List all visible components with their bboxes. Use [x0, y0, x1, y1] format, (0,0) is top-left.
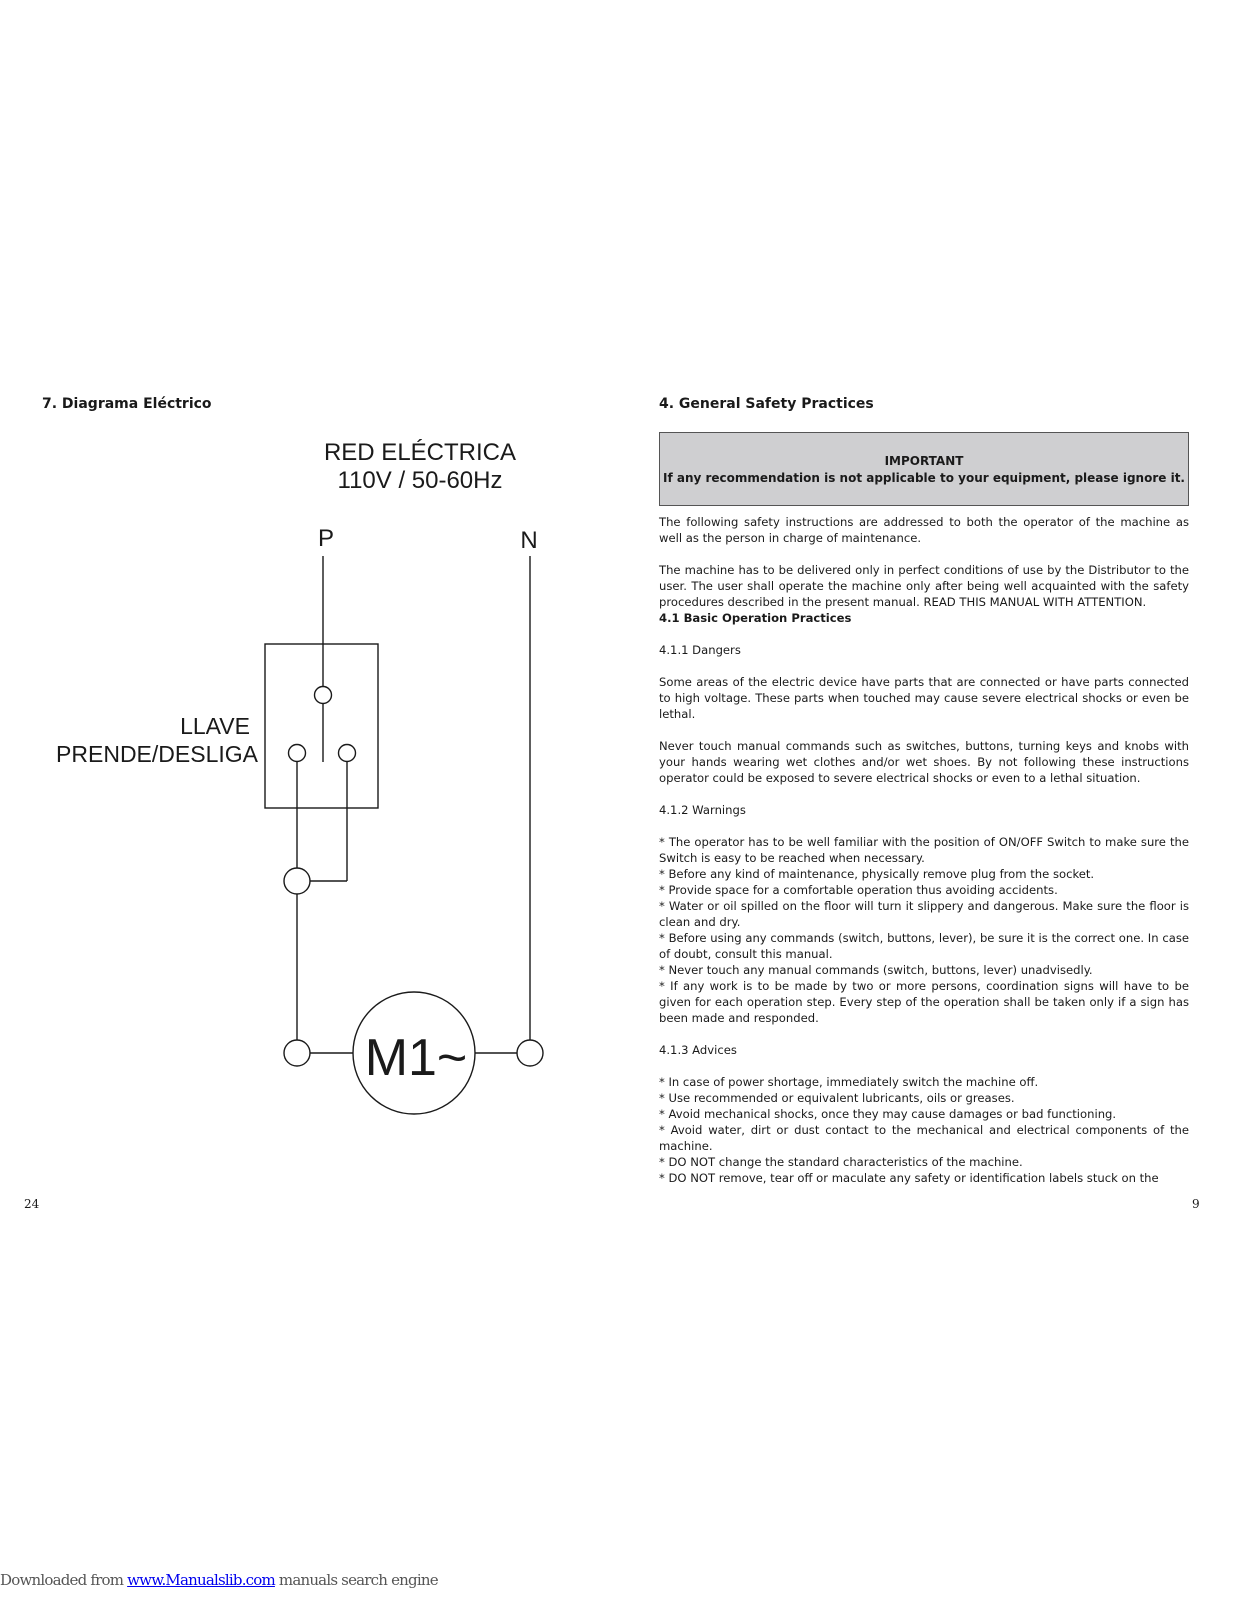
switch-label-line1: LLAVE: [180, 713, 250, 739]
list-item: * Before using any commands (switch, buttons, lever), be sure it is the correct one. In case of doubt, consult this manual.: [659, 931, 1189, 961]
advices-list: [659, 1074, 1189, 1186]
list-item: * Use recommended or equivalent lubricants, oils or greases.: [659, 1091, 1015, 1105]
electrical-diagram: [0, 420, 600, 1140]
right-page-number: 9: [1192, 1197, 1200, 1211]
list-item: * Avoid water, dirt or dust contact to the mechanical and electrical components of the machine.: [659, 1123, 1189, 1153]
list-item: * Provide space for a comfortable operation thus avoiding accidents.: [659, 883, 1058, 897]
footer-suffix: manuals search engine: [274, 1571, 438, 1589]
dangers-paragraph-1: Some areas of the electric device have parts that are connected or have parts connected to high voltage. These parts when touched may cause severe electrical shocks or even be lethal.: [659, 675, 1189, 721]
download-footer: [0, 1571, 438, 1589]
junction-node: [284, 868, 310, 894]
basic-operation-heading: 4.1 Basic Operation Practices: [659, 611, 852, 625]
neutral-label: N: [520, 527, 538, 554]
safety-body: [659, 514, 1189, 1202]
dangers-heading: 4.1.1 Dangers: [659, 643, 741, 657]
switch-label-line2: PRENDE/DESLIGA: [56, 741, 258, 767]
list-item: * Water or oil spilled on the floor will turn it slippery and dangerous. Make sure the floor is clean and dry.: [659, 899, 1189, 929]
list-item: * DO NOT remove, tear off or maculate any safety or identification labels stuck on the: [659, 1171, 1159, 1185]
list-item: * Never touch any manual commands (switch, buttons, lever) unadvisedly.: [659, 963, 1093, 977]
diagram-title-line2: 110V / 50-60Hz: [337, 467, 503, 494]
list-item: * Avoid mechanical shocks, once they may cause damages or bad functioning.: [659, 1107, 1117, 1121]
list-item: * DO NOT change the standard characteristics of the machine.: [659, 1155, 1023, 1169]
right-page-heading: 4. General Safety Practices: [659, 396, 874, 412]
delivery-paragraph: The machine has to be delivered only in perfect conditions of use by the Distributor to the user. The user shall operate the machine only after being well acquainted with the safety procedures described in the present manual. READ THIS MANUAL WITH ATTENTION.: [659, 563, 1189, 609]
diagram-title-line1: RED ELÉCTRICA: [323, 439, 517, 466]
list-item: * Before any kind of maintenance, physically remove plug from the socket.: [659, 867, 1095, 881]
phase-label: P: [317, 525, 335, 552]
list-item: * In case of power shortage, immediately switch the machine off.: [659, 1075, 1039, 1089]
switch-contact-left: [289, 745, 306, 762]
intro-paragraph: The following safety instructions are addressed to both the operator of the machine as well as the person in charge of maintenance.: [659, 515, 1189, 545]
important-title: IMPORTANT: [884, 454, 964, 468]
switch-box: [265, 644, 378, 808]
left-page-number: 24: [24, 1197, 40, 1211]
switch-contact-right: [339, 745, 356, 762]
important-notice: [659, 432, 1189, 506]
switch-contact-top: [315, 687, 332, 704]
warnings-list: [659, 834, 1189, 1026]
left-page-heading: 7. Diagrama Eléctrico: [42, 396, 212, 412]
manualslib-link[interactable]: www.Manualslib.com: [127, 1571, 275, 1589]
motor-terminal-left: [284, 1040, 310, 1066]
warnings-heading: 4.1.2 Warnings: [659, 803, 746, 817]
diagram-wires: [265, 556, 530, 1053]
advices-heading: 4.1.3 Advices: [659, 1043, 737, 1057]
list-item: * If any work is to be made by two or more persons, coordination signs will have to be given for each operation step. Every step of the operation shall be taken only if a sign has been made and responded.: [659, 979, 1189, 1025]
list-item: * The operator has to be well familiar with the position of ON/OFF Switch to make sure the Switch is easy to be reached when necessary.: [659, 835, 1189, 865]
motor-terminal-right: [517, 1040, 543, 1066]
motor-label: M1~: [364, 1029, 468, 1087]
footer-prefix: Downloaded from: [0, 1571, 128, 1589]
important-text: If any recommendation is not applicable to your equipment, please ignore it.: [662, 471, 1185, 485]
dangers-paragraph-2: Never touch manual commands such as switches, buttons, turning keys and knobs with your hands wearing wet clothes and/or wet shoes. By not following these instructions operator could be exposed to severe electrical shocks or even to a lethal situation.: [659, 739, 1189, 785]
